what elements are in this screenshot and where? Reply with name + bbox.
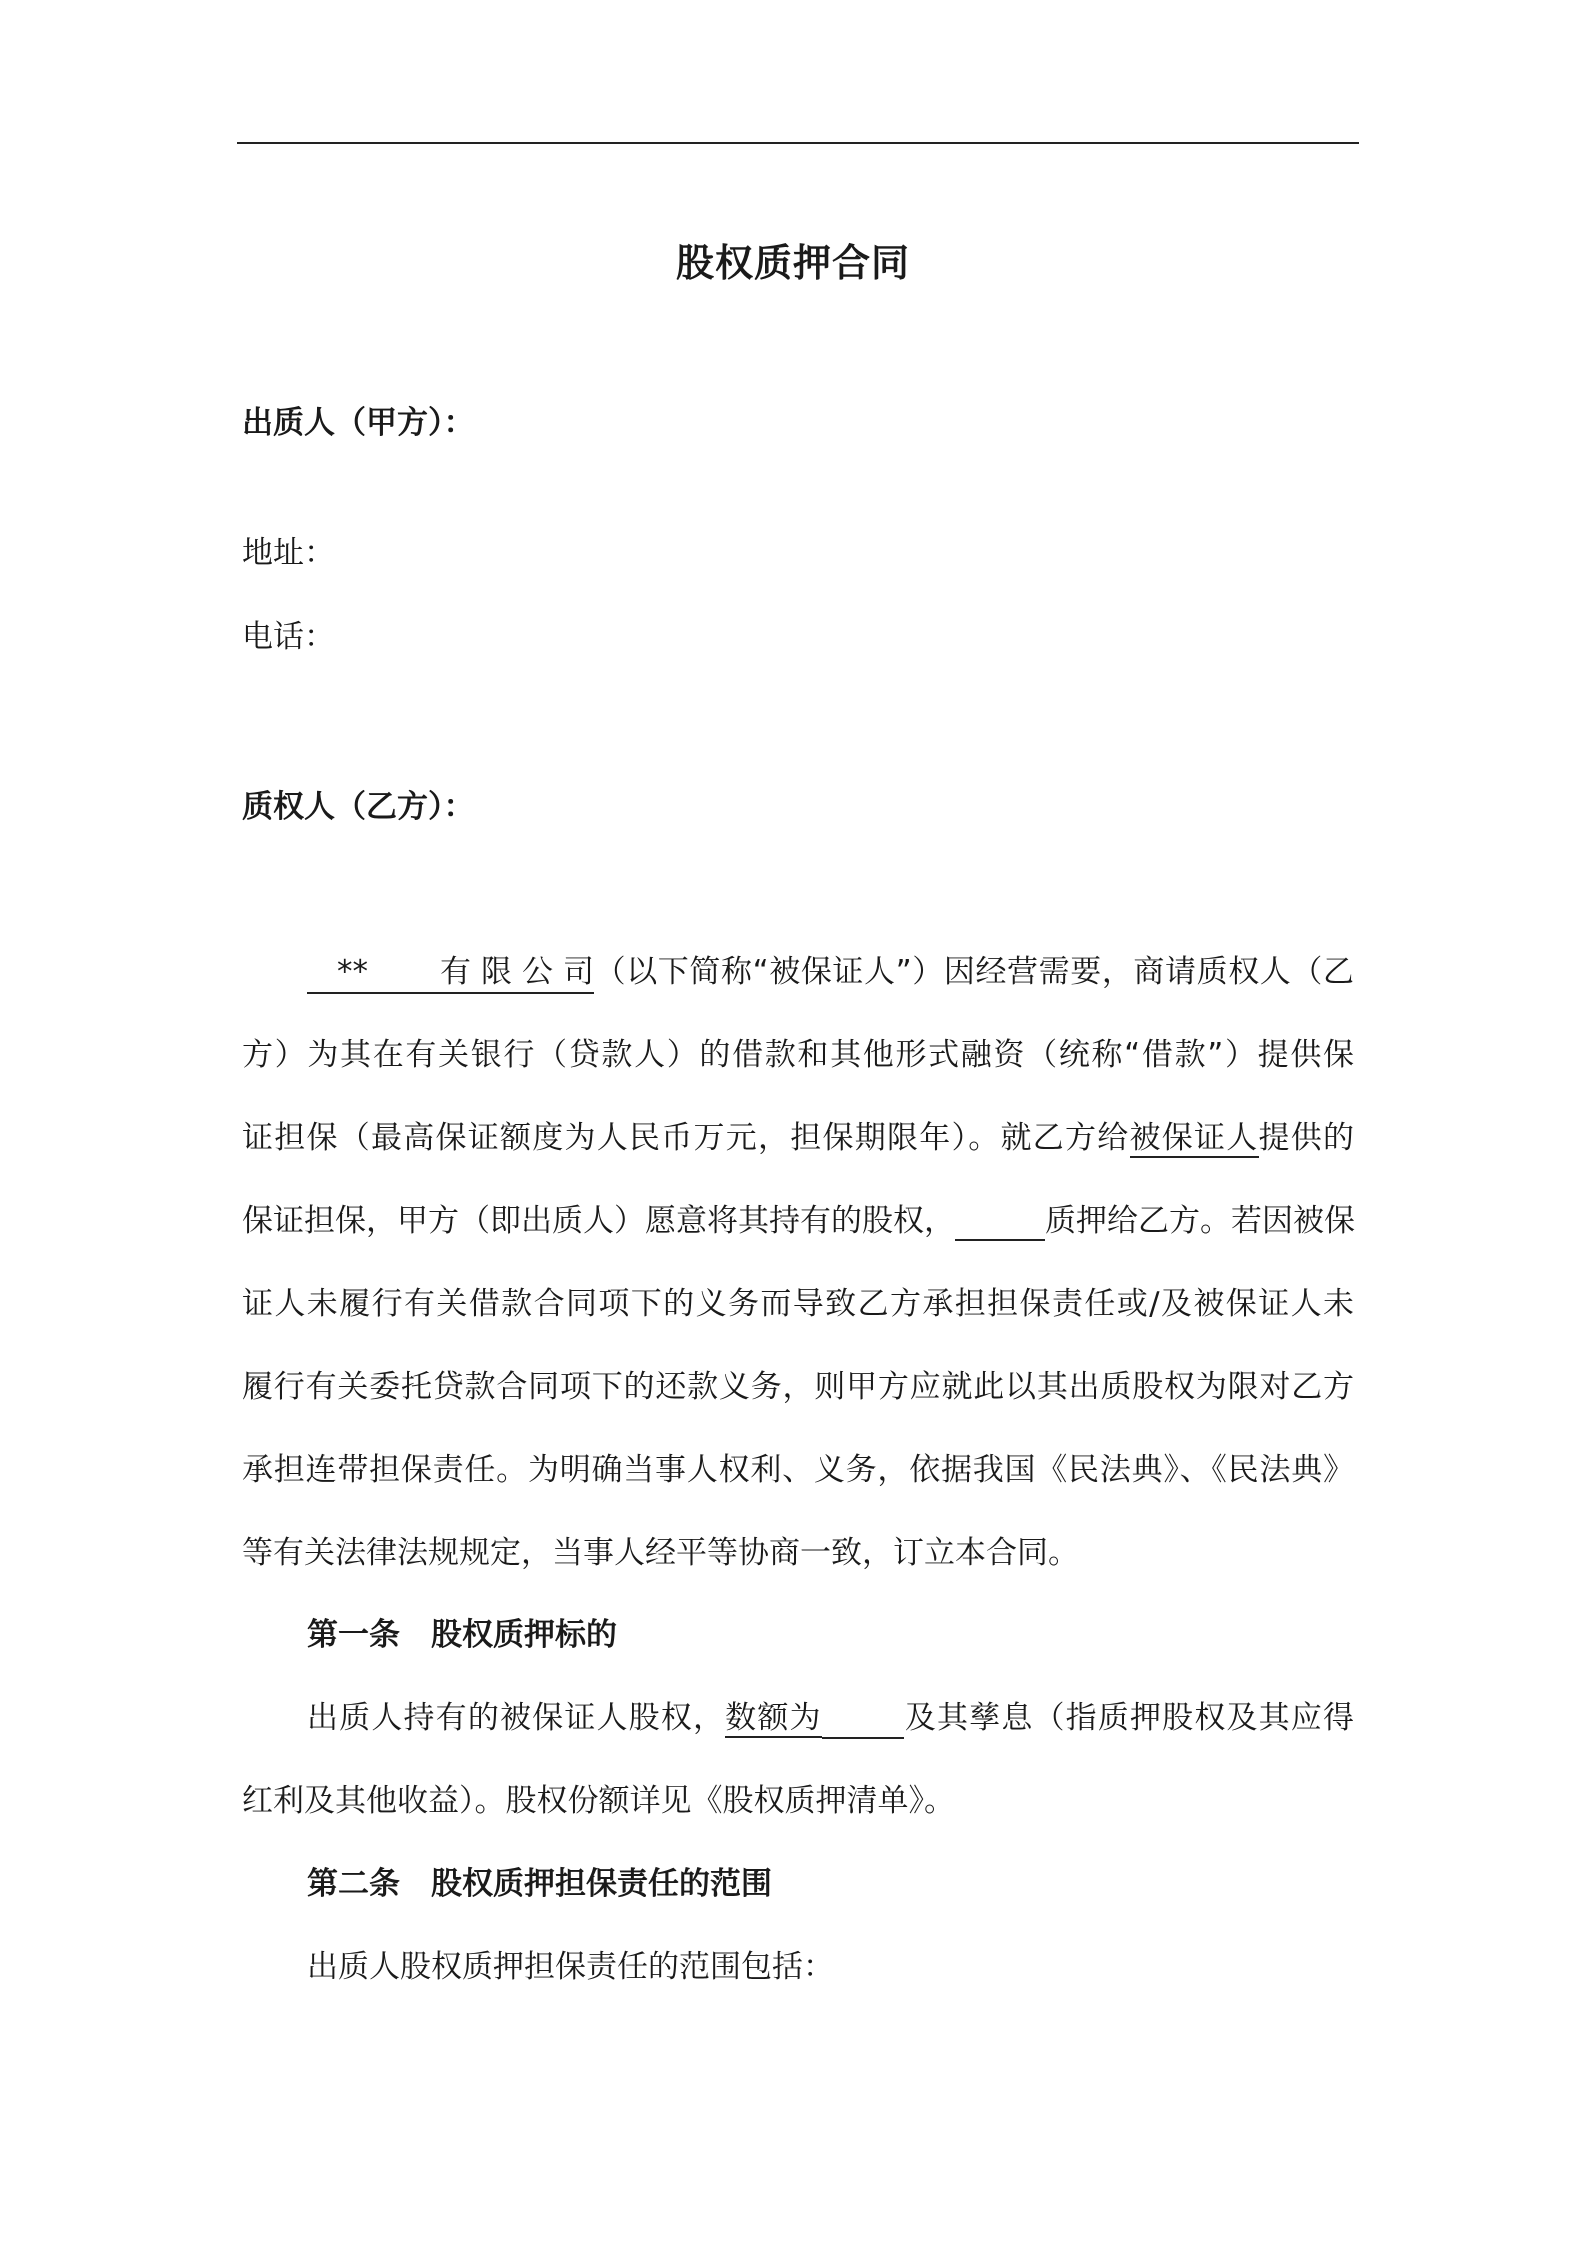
pledgee-label: 质权人（乙方）：: [242, 789, 475, 825]
amount-blank: [822, 1701, 904, 1739]
preamble-line-1-text: （以下简称“被保证人”）因经营需要，商请质权人（乙: [594, 954, 1354, 990]
article-1-line-1-b: 及其孳息（指质押股权及其应得: [903, 1700, 1355, 1736]
preamble-line-4-a: 保证担保，甲方（即出质人）愿意将其持有的股权，: [242, 1203, 955, 1239]
article-2-heading: 第二条 股权质押担保责任的范围: [307, 1866, 772, 1902]
preamble-line-3-a: 证担保（最高保证额度为人民币万元，担保期限年）。就乙方给: [242, 1120, 1130, 1156]
preamble-line-3-b: 提供的: [1258, 1120, 1354, 1156]
preamble-line-4: [242, 1201, 1354, 1241]
preamble-line-8: 等有关法律法规规定，当事人经平等协商一致，订立本合同。: [242, 1535, 1079, 1571]
phone-label: 电话：: [242, 619, 335, 655]
preamble-line-5: 证人未履行有关借款合同项下的义务而导致乙方承担担保责任或/及被保证人未: [242, 1286, 1354, 1322]
pledgor-label: 出质人（甲方）：: [242, 405, 475, 441]
company-name: 有限公司: [430, 954, 594, 990]
amount-label-underline: 数额为: [725, 1700, 822, 1736]
article-1-heading: 第一条 股权质押标的: [307, 1617, 617, 1653]
preamble-line-3: [242, 1118, 1354, 1158]
article-1-line-1: [307, 1698, 1354, 1739]
article-1-line-1-a: 出质人持有的被保证人股权，: [307, 1700, 726, 1736]
article-1-line-2: 红利及其他收益）。股权份额详见《股权质押清单》。: [242, 1783, 955, 1819]
preamble-line-6: 履行有关委托贷款合同项下的还款义务，则甲方应就此以其出质股权为限对乙方: [242, 1369, 1354, 1405]
article-2-line-1: 出质人股权质押担保责任的范围包括：: [307, 1949, 834, 1985]
header-rule: [237, 142, 1359, 144]
address-label: 地址：: [242, 535, 335, 571]
document-title: 股权质押合同: [675, 241, 910, 285]
preamble-line-7: 承担连带担保责任。为明确当事人权利、义务，依据我国《民法典》、《民法典》: [242, 1452, 1354, 1488]
preamble-line-2: 方）为其在有关银行（贷款人）的借款和其他形式融资（统称“借款”）提供保: [242, 1037, 1354, 1073]
company-stars: **: [337, 954, 368, 990]
guaranteed-party-underline: 被保证人: [1129, 1120, 1259, 1156]
equity-blank: [955, 1203, 1045, 1241]
preamble-line-4-b: 质押给乙方。若因被保: [1045, 1203, 1355, 1239]
company-name-field: [307, 952, 594, 994]
preamble-line-1: [307, 952, 1354, 994]
